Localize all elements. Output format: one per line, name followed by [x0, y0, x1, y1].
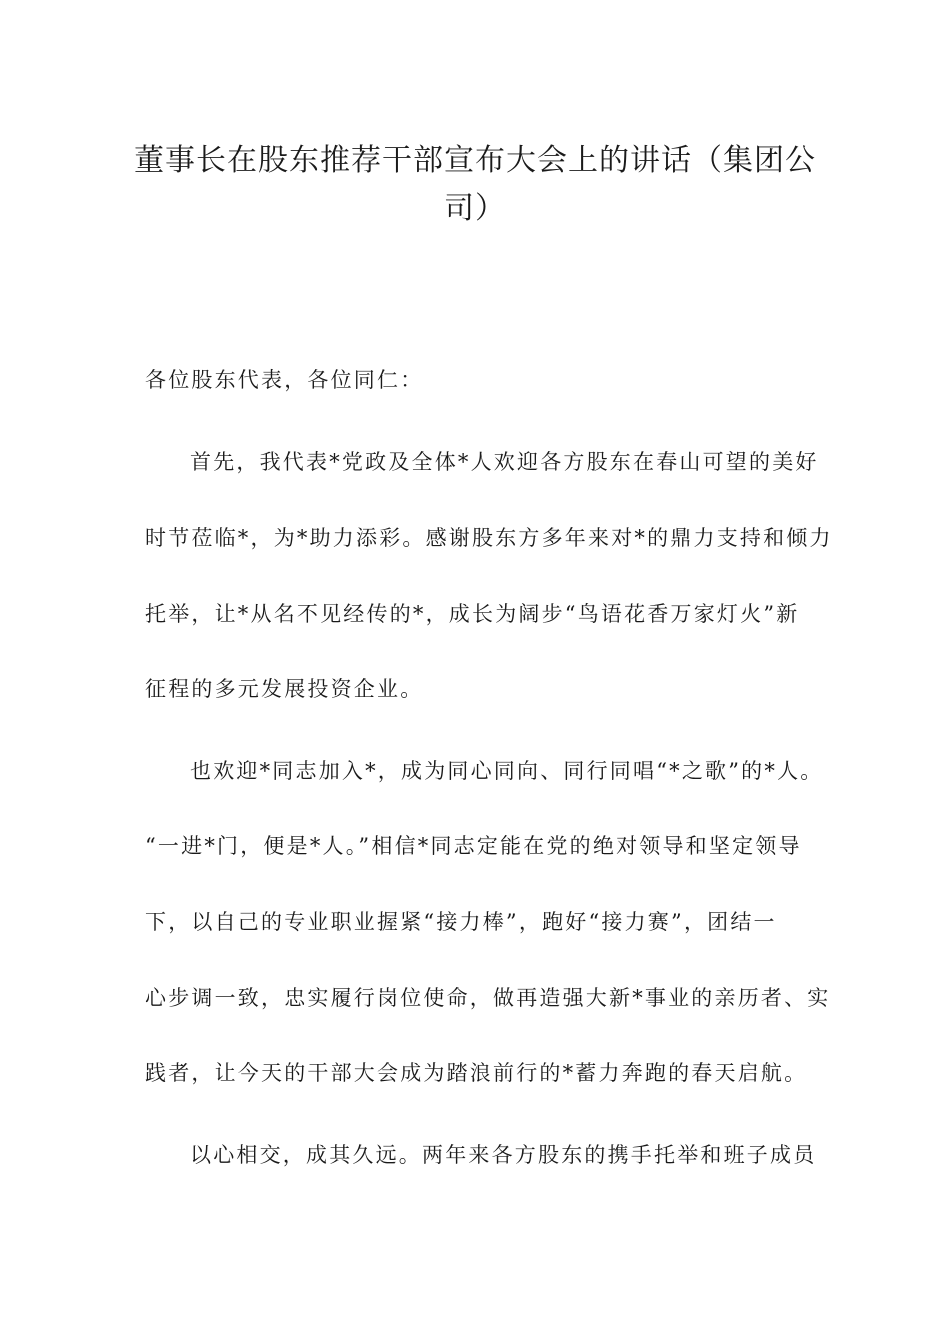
paragraph-line: 以心相交，成其久远。两年来各方股东的携手托举和班子成员: [190, 1143, 817, 1167]
paragraph-line: 征程的多元发展投资企业。: [145, 677, 424, 701]
document-title-line-2: 司）: [444, 191, 506, 226]
paragraph-line: 心步调一致，忠实履行岗位使命，做再造强大新*事业的亲历者、实: [145, 986, 831, 1010]
paragraph-line: 首先，我代表*党政及全体*人欢迎各方股东在春山可望的美好: [190, 450, 819, 474]
paragraph-line: 践者，让今天的干部大会成为踏浪前行的*蓄力奔跑的春天启航。: [145, 1061, 808, 1085]
paragraph-line: 下，以自己的专业职业握紧“接力棒”，跑好“接力赛”，团结一: [145, 910, 777, 934]
paragraph-line: 时节莅临*，为*助力添彩。感谢股东方多年来对*的鼎力支持和倾力: [145, 526, 833, 550]
salutation: 各位股东代表，各位同仁：: [145, 368, 424, 392]
paragraph-line: 也欢迎*同志加入*，成为同心同向、同行同唱“*之歌”的*人。: [190, 759, 824, 783]
document-title-line-1: 董事长在股东推荐干部宣布大会上的讲话（集团公: [134, 143, 816, 178]
paragraph-line: “一进*门，便是*人。”相信*同志定能在党的绝对领导和坚定领导: [145, 834, 802, 858]
paragraph-line: 托举，让*从名不见经传的*，成长为阔步“鸟语花香万家灯火”新: [145, 602, 800, 626]
